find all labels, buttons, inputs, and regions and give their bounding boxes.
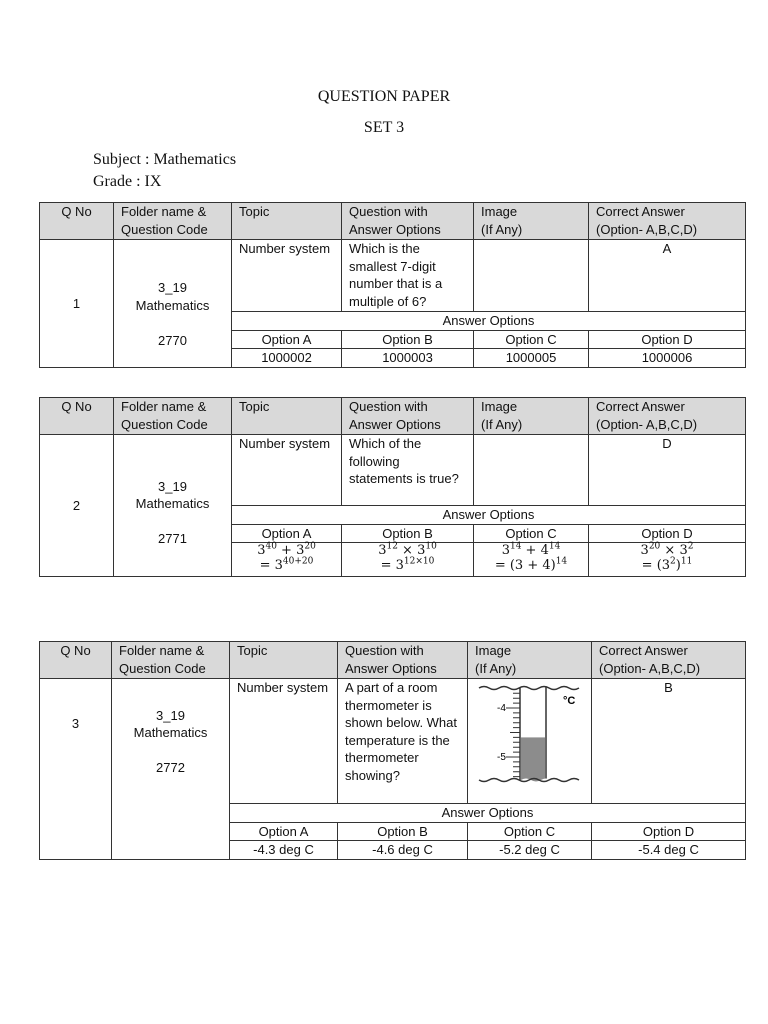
option-c-label: Option C [474, 524, 589, 543]
table-row [40, 240, 746, 312]
option-b-label: Option B [342, 330, 474, 349]
header-row [40, 203, 746, 240]
col-folder: Folder name & Question Code [112, 642, 230, 679]
option-b-label: Option B [338, 822, 468, 841]
col-image: Image (If Any) [474, 203, 589, 240]
option-c-value: 1000005 [474, 349, 589, 368]
answer-options-label: Answer Options [232, 312, 746, 331]
option-a-value: -4.3 deg C [230, 841, 338, 860]
option-b-label: Option B [342, 524, 474, 543]
option-d-value: -5.4 deg C [592, 841, 746, 860]
col-topic: Topic [230, 642, 338, 679]
col-topic: Topic [232, 398, 342, 435]
question-text: Which is the smallest 7-digit number that is a multiple of 6? [342, 240, 474, 312]
option-a-value: $3^{40} + 3^{20}$ = $3^{40+20}$ [232, 543, 342, 577]
question-number: 2 [40, 435, 114, 577]
option-a-value: 1000002 [232, 349, 342, 368]
grade-label: Grade : IX [93, 173, 162, 190]
col-correct: Correct Answer (Option- A,B,C,D) [592, 642, 746, 679]
folder-code: 3_19 Mathematics 2771 [114, 435, 232, 577]
col-question: Question with Answer Options [338, 642, 468, 679]
folder-code: 3_19 Mathematics 2770 [114, 240, 232, 368]
table-row [40, 679, 746, 804]
option-a-label: Option A [230, 822, 338, 841]
question-table-1 [39, 202, 746, 368]
correct-answer: A [589, 240, 746, 312]
col-qno: Q No [40, 203, 114, 240]
option-b-value: $3^{12} \times 3^{10}$ = $3^{12\times 10}$ [342, 543, 474, 577]
option-b-value: -4.6 deg C [338, 841, 468, 860]
col-question: Question with Answer Options [342, 203, 474, 240]
subject-label: Subject : Mathematics [93, 151, 237, 168]
correct-answer: B [592, 679, 746, 804]
col-question: Question with Answer Options [342, 398, 474, 435]
col-qno: Q No [40, 642, 112, 679]
label-minus-5: -5 [496, 752, 506, 763]
option-d-value: 1000006 [589, 349, 746, 368]
question-table-3 [39, 641, 746, 860]
correct-answer: D [589, 435, 746, 506]
option-b-value: 1000003 [342, 349, 474, 368]
option-c-label: Option C [474, 330, 589, 349]
question-number: 1 [40, 240, 114, 368]
topic: Number system [232, 240, 342, 312]
col-topic: Topic [232, 203, 342, 240]
option-a-label: Option A [232, 524, 342, 543]
option-a-label: Option A [232, 330, 342, 349]
thermometer-image [475, 679, 585, 789]
answer-options-label: Answer Options [232, 506, 746, 525]
col-correct: Correct Answer (Option- A,B,C,D) [589, 203, 746, 240]
col-folder: Folder name & Question Code [114, 398, 232, 435]
folder-code: 3_19 Mathematics 2772 [112, 679, 230, 860]
paper-title: QUESTION PAPER [317, 88, 451, 105]
col-image: Image (If Any) [468, 642, 592, 679]
header-row [40, 642, 746, 679]
option-d-label: Option D [589, 330, 746, 349]
option-d-label: Option D [592, 822, 746, 841]
image-cell [474, 435, 589, 506]
image-cell [468, 679, 592, 804]
answer-options-label: Answer Options [230, 804, 746, 823]
col-qno: Q No [40, 398, 114, 435]
option-c-value: -5.2 deg C [468, 841, 592, 860]
option-d-label: Option D [589, 524, 746, 543]
option-c-label: Option C [468, 822, 592, 841]
option-c-value: $3^{14} + 4^{14}$ = $(3 + 4)^{14}$ [474, 543, 589, 577]
table-row [40, 435, 746, 506]
col-correct: Correct Answer (Option- A,B,C,D) [589, 398, 746, 435]
image-cell [474, 240, 589, 312]
question-text: Which of the following statements is true? [342, 435, 474, 506]
set-label: SET 3 [363, 119, 405, 136]
label-minus-4: -4 [496, 703, 506, 714]
col-folder: Folder name & Question Code [114, 203, 232, 240]
header-row [40, 398, 746, 435]
question-table-2 [39, 397, 746, 577]
topic: Number system [232, 435, 342, 506]
option-d-value: $3^{20} \times 3^2$ = $(3^2)^{11}$ [589, 543, 746, 577]
question-number: 3 [40, 679, 112, 860]
col-image: Image (If Any) [474, 398, 589, 435]
topic: Number system [230, 679, 338, 804]
unit-label: °C [562, 695, 575, 707]
mercury-column [521, 737, 545, 784]
question-text: A part of a room thermometer is shown below. What temperature is the thermometer showing? [338, 679, 468, 804]
